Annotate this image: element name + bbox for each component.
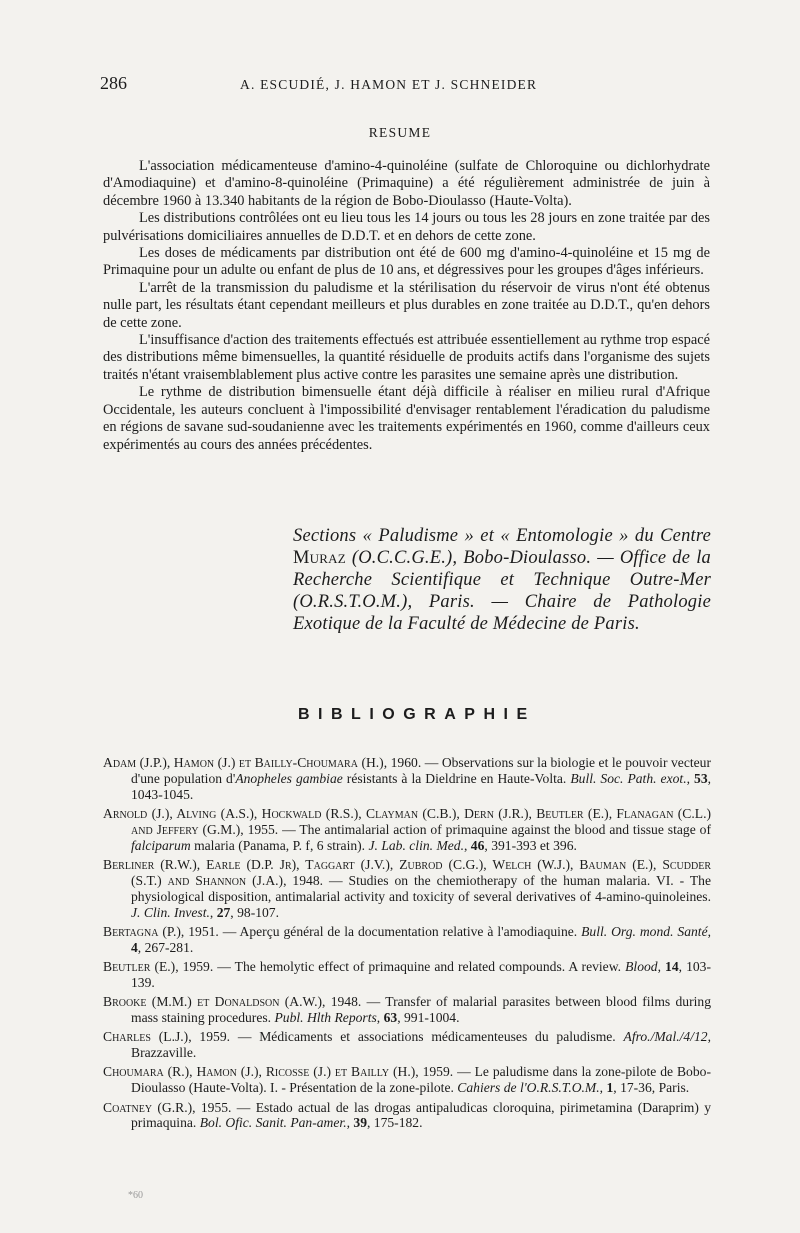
reference-authors: Charles (L.J.) [103,1029,189,1045]
reference-volume: 4 [131,939,138,955]
reference-entry [103,1064,711,1096]
reference-volume: 1 [606,1080,614,1096]
reference-volume: 53 [694,770,708,786]
reference-journal: Bull. Soc. Path. exot. [570,770,687,786]
resume-title: RESUME [368,125,432,140]
reference-text: , [346,1115,354,1131]
reference-authors: Coatney (G.R.) [103,1099,193,1115]
reference-species: Anopheles gambiae [235,770,343,786]
reference-authors: Adam (J.P.), Hamon (J.) et Bailly-Choumara (H.) [103,755,384,770]
resume-paragraph: L'insuffisance d'action des traitements effectués est attribuée essentiellement au rythme trop espacé des distributions même bimensuelles, la quantité résiduelle de produits actifs dans l'organisme des sujets traités n'étant vraisemblablement plus active contre les parasites une semaine après une distribution. [103,332,710,383]
reference-entry [103,857,711,921]
reference-volume: 39 [353,1115,367,1131]
reference-authors: Beutler (E.) [103,959,176,975]
reference-text: , 1043-1045. [131,770,712,802]
reference-text: , 1959. — Médicaments et associations médicamenteuses du paludisme. [188,1029,624,1045]
reference-entry [103,1029,711,1061]
reference-text: , 175-182. [366,1115,423,1131]
reference-text: , 1955. — Estado actual de las drogas antipaludicas cloroquina, pirimetamina (Daraprim) y primaquina. [131,1099,711,1131]
reference-text: , 1955. — The antimalarial action of primaquine against the blood and tissue stage of [240,821,711,837]
reference-authors: Brooke (M.M.) et Donaldson (A.W.) [103,994,323,1010]
reference-journal: Publ. Hlth Reports [274,1010,377,1026]
reference-text: , 267-281. [137,939,194,955]
page-header [100,73,710,97]
reference-journal: Bull. Org. mond. Santé [581,923,708,939]
resume-paragraph: Le rythme de distribution bimensuelle étant déjà difficile à réaliser en milieu rural d'Afrique Occidentale, les auteurs concluent à l'impossibilité d'envisager rentablement l'éradication du paludisme en régions de savane sud-soudanienne avec les traitements expérimentés en 1960, comme d'ailleurs ceux expérimentés au cours des années précédentes. [103,384,710,453]
reference-text: , 98-107. [230,904,280,920]
reference-text: , [686,770,695,786]
reference-entry [103,755,711,803]
reference-journal: Blood [625,959,658,975]
reference-authors: Bertagna (P.) [103,923,181,939]
affiliation-name: Muraz [293,548,346,568]
page-number: 286 [100,73,127,93]
reference-text: , Brazzaville. [131,1029,711,1061]
reference-journal: J. Lab. clin. Med. [368,837,464,853]
reference-journal: Afro./Mal./4/12 [623,1029,708,1045]
reference-text: , [376,1010,384,1026]
reference-entry [103,806,711,854]
author-affiliation [293,525,711,635]
reference-text: , 1948. — Studies on the chemiotherapy of the human malaria. VI. - The physiological disposition, antimalarial activity and toxicity of several derivatives of 4-amino-quinoleines. [131,872,711,904]
reference-authors: Choumara (R.), Hamon (J.), Ricosse (J.) et Bailly (H.) [103,1064,416,1080]
printer-mark: *60 [128,1190,143,1201]
reference-journal: Cahiers de l'O.R.S.T.O.M. [457,1080,600,1096]
resume-paragraph: Les doses de médicaments par distribution ont été de 600 mg d'amino-4-quinoléine et 15 mg de Primaquine pour un adulte ou enfant de plus de 10 ans, et dégressives pour les groupes d'âges inférieurs. [103,245,710,279]
resume-body [103,158,710,454]
reference-volume: 46 [470,837,485,853]
affiliation-text: Sections « Paludisme » et « Entomologie » du Centre [293,526,711,546]
reference-entry [103,1100,711,1132]
reference-entry [103,924,711,956]
reference-text: , 1959. — The hemolytic effect of primaquine and related compounds. A review. [175,959,626,975]
reference-text: , [707,923,712,939]
reference-text: , [464,837,471,853]
reference-text: , [657,959,666,975]
reference-text: , 1948. — Transfer of malarial parasites between blood films during mass staining procedures. [131,994,711,1026]
reference-entry [103,959,711,991]
reference-text: , [209,904,217,920]
reference-text: , 1960. — Observations sur la biologie et le pouvoir vecteur d'une population d' [131,755,711,786]
reference-text: , [599,1080,607,1096]
reference-volume: 27 [216,904,231,920]
reference-text: , 103-139. [131,959,712,990]
resume-paragraph: L'arrêt de la transmission du paludisme et la stérilisation du réservoir de virus n'ont été obtenus nulle part, les résultats étant cependant meilleurs et plus durables en zone traitée au D.D.T., qu'en dehors de cette zone. [103,279,710,331]
reference-volume: 63 [383,1010,398,1026]
resume-paragraph: L'association médicamenteuse d'amino-4-quinoléine (sulfate de Chloroquine ou dichlorhydrate d'Amodiaquine) et d'amino-8-quinoléine (Primaquine) a été régulièrement administrée de juin à décembre 1960 à 13.340 habitants de la région de Bobo-Dioulasso (Haute-Volta). [103,158,710,209]
reference-volume: 14 [665,959,679,975]
reference-authors: Berliner (R.W.), Earle (D.P. Jr), Taggart (J.V.), Zubrod (C.G.), Welch (W.J.), Bauman (E.), Scudder (S.T.) and Shannon (J.A.) [103,857,711,888]
reference-entry [103,994,711,1026]
reference-text: , 991-1004. [397,1010,460,1026]
running-head: A. ESCUDIÉ, J. HAMON ET J. SCHNEIDER [240,77,538,92]
reference-text: malaria (Panama, P. f, 6 strain). [190,837,369,853]
resume-paragraph: Les distributions contrôlées ont eu lieu tous les 14 jours ou tous les 28 jours en zone traitée par des pulvérisations domiciliaires annuelles de D.D.T. et en dehors de cette zone. [103,210,710,244]
reference-journal: Bol. Ofic. Sanit. Pan-amer. [199,1115,347,1131]
affiliation-text: (O.C.C.G.E.), Bobo-Dioulasso. — Office de la Recherche Scientifique et Technique Outre-Mer (O.R.S.T.O.M.), Paris. — Chaire de Pathologie Exotique de la Faculté de Médecine de Paris. [293,548,711,634]
reference-authors: Arnold (J.), Alving (A.S.), Hockwald (R.S.), Clayman (C.B.), Dern (J.R.), Beutler (E.), Flanagan (C.L.) and Jeffery (G.M.) [103,806,711,837]
reference-text: , 391-393 et 396. [484,837,577,853]
reference-species: falciparum [131,837,191,853]
reference-journal: J. Clin. Invest. [131,904,210,920]
bibliography-list [103,755,711,1135]
reference-text: , 1951. — Aperçu général de la documentation relative à l'amodiaquine. [180,923,582,939]
reference-text: , 1959. — Le paludisme dans la zone-pilote de Bobo-Dioulasso (Haute-Volta). I. - Présentation de la zone-pilote. [131,1064,711,1096]
reference-text: résistants à la Dieldrine en Haute-Volta. [342,770,571,786]
bibliography-title: BIBLIOGRAPHIE [298,706,536,723]
reference-text: , 17-36, Paris. [613,1080,690,1096]
